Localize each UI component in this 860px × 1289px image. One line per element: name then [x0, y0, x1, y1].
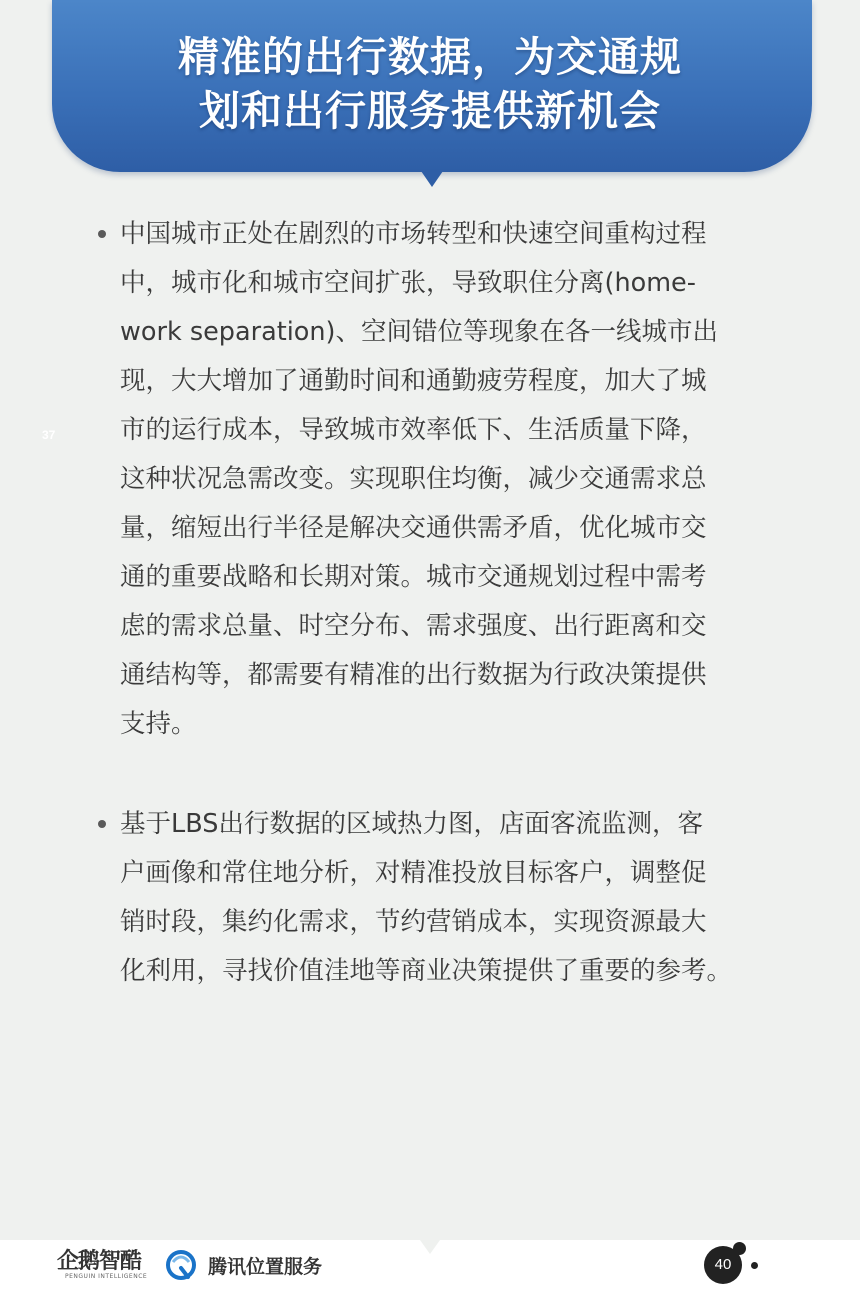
tencent-logo-text: 腾讯位置服务	[208, 1256, 323, 1278]
page-number-badge: 40	[704, 1246, 742, 1284]
page-title	[60, 30, 800, 138]
text-line: 销时段，集约化需求，节约营销成本，实现资源最大	[120, 907, 707, 937]
penguin-intelligence-logo	[57, 1244, 147, 1284]
text-line: 现，大大增加了通勤时间和通勤疲劳程度，加大了城	[120, 366, 707, 396]
text-line: 中国城市正处在剧烈的市场转型和快速空间重构过程	[120, 219, 707, 249]
page-title-line-2: 划和出行服务提供新机会	[199, 87, 661, 135]
penguin-logo-text: 企鹅智酷	[57, 1248, 142, 1274]
paragraph-urban-commute	[120, 210, 760, 749]
text-line: 量，缩短出行半径是解决交通供需矛盾，优化城市交	[120, 513, 707, 543]
text-line: work separation)、空间错位等现象在各一线城市出	[120, 317, 719, 347]
tencent-location-icon	[164, 1248, 198, 1282]
text-line: 市的运行成本，导致城市效率低下、生活质量下降，	[120, 415, 707, 445]
text-line: 户画像和常住地分析，对精准投放目标客户，调整促	[120, 858, 707, 888]
text-line: 基于LBS出行数据的区域热力图，店面客流监测，客	[120, 809, 703, 839]
bullet-dot	[98, 230, 106, 238]
penguin-logo-subtitle: PENGUIN INTELLIGENCE	[65, 1273, 148, 1280]
footer-notch	[420, 1240, 440, 1254]
side-page-number: 37	[42, 428, 56, 442]
text-line: 中，城市化和城市空间扩张，导致职住分离(home-	[120, 268, 696, 298]
banner-pointer	[421, 171, 443, 187]
text-line: 通的重要战略和长期对策。城市交通规划过程中需考	[120, 562, 707, 592]
text-line: 通结构等，都需要有精准的出行数据为行政决策提供	[120, 660, 707, 690]
text-line: 虑的需求总量、时空分布、需求强度、出行距离和交	[120, 611, 707, 641]
page-badge-dot-small	[751, 1262, 758, 1269]
text-line: 化利用，寻找价值洼地等商业决策提供了重要的参考。	[120, 956, 733, 986]
bullet-dot	[98, 820, 106, 828]
paragraph-lbs-business	[120, 800, 760, 996]
text-line: 支持。	[120, 709, 197, 739]
page-title-line-1: 精准的出行数据，为交通规	[178, 33, 682, 81]
text-line: 这种状况急需改变。实现职住均衡，减少交通需求总	[120, 464, 707, 494]
